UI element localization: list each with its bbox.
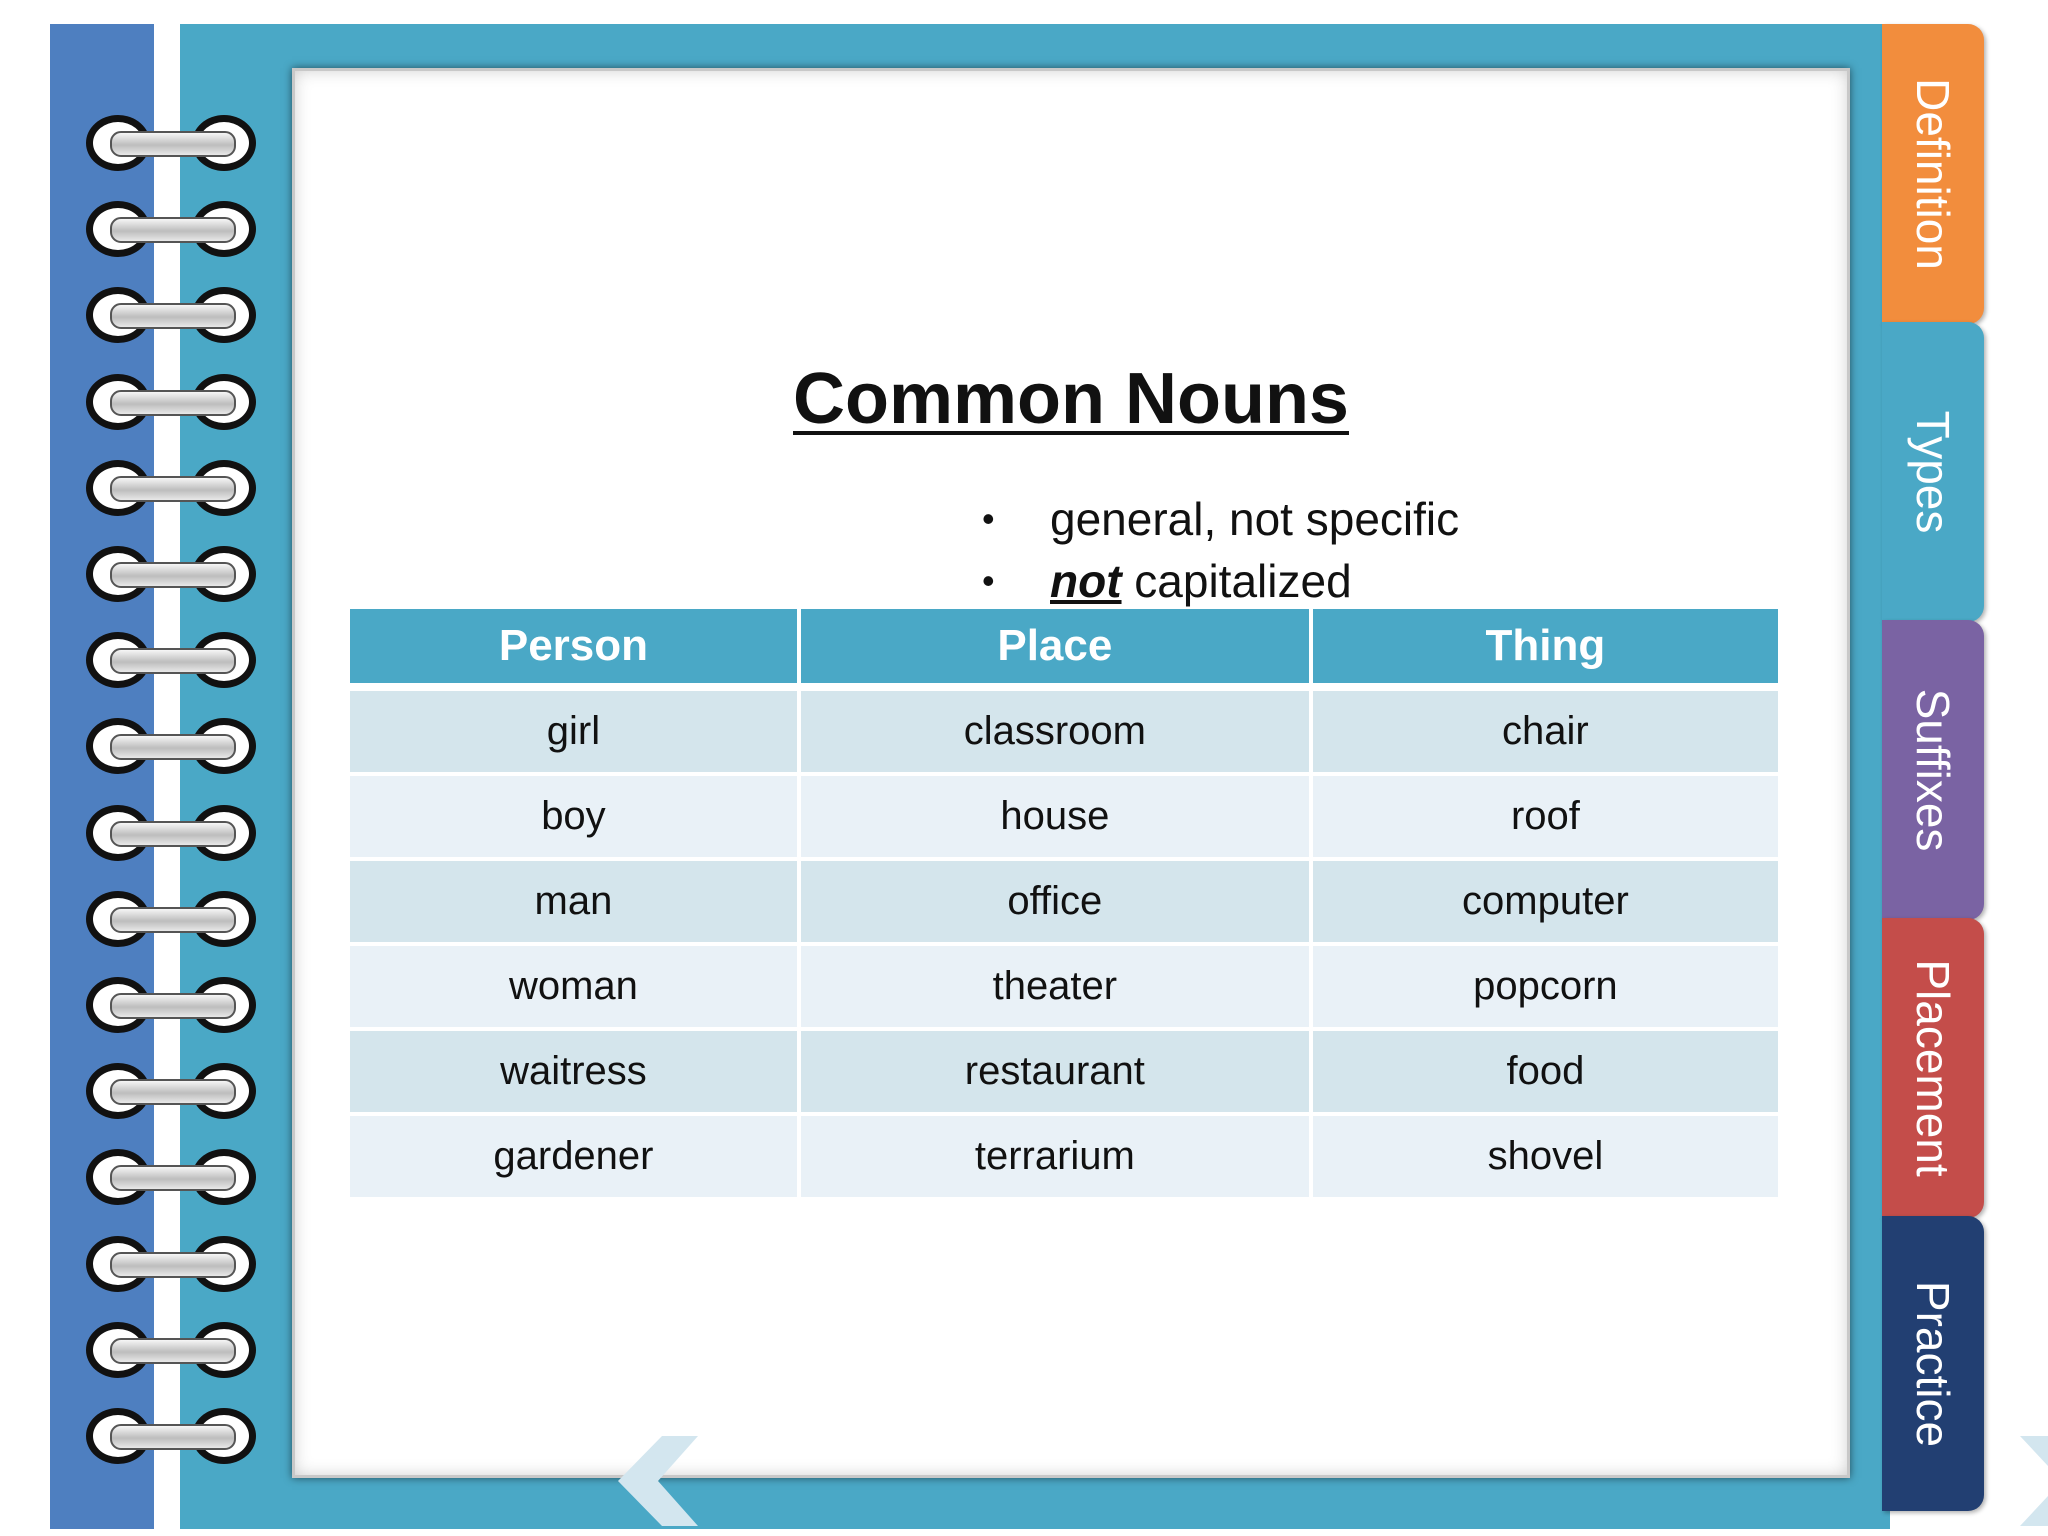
- tab-types[interactable]: [1882, 322, 1984, 622]
- ring-bar: [110, 1252, 236, 1278]
- binder-ring: [86, 1408, 256, 1462]
- ring-bar: [110, 303, 236, 329]
- tab-label: Definition: [1907, 78, 1959, 270]
- binder-ring: [86, 546, 256, 600]
- tab-label: Types: [1907, 410, 1959, 534]
- tab-label: Suffixes: [1907, 688, 1959, 852]
- table-cell: house: [801, 776, 1309, 857]
- prev-arrow-button[interactable]: [618, 1436, 698, 1526]
- column-header-place: Place: [801, 609, 1309, 687]
- table-body: [350, 691, 1778, 1197]
- binder-ring: [86, 374, 256, 428]
- ring-bar: [110, 1079, 236, 1105]
- table-cell: waitress: [350, 1031, 797, 1112]
- table-cell: shovel: [1313, 1116, 1778, 1197]
- ring-bar: [110, 1165, 236, 1191]
- table-cell: restaurant: [801, 1031, 1309, 1112]
- table-cell: girl: [350, 691, 797, 772]
- binder-ring: [86, 287, 256, 341]
- ring-bar: [110, 648, 236, 674]
- tab-label: Placement: [1907, 959, 1959, 1177]
- bullet-text: general, not specific: [1050, 493, 1460, 545]
- table-cell: popcorn: [1313, 946, 1778, 1027]
- binder-ring: [86, 1322, 256, 1376]
- tab-definition[interactable]: [1882, 24, 1984, 324]
- ring-bar: [110, 562, 236, 588]
- binder-ring: [86, 891, 256, 945]
- emphasis-text: not: [1050, 555, 1122, 607]
- bullet-item: [982, 488, 1459, 550]
- ring-bar: [110, 993, 236, 1019]
- table-cell: theater: [801, 946, 1309, 1027]
- table-header-row: [350, 609, 1778, 687]
- bullet-text: [1050, 554, 1352, 608]
- binder-ring: [86, 977, 256, 1031]
- ring-bar: [110, 390, 236, 416]
- tab-practice[interactable]: [1882, 1216, 1984, 1511]
- table-cell: gardener: [350, 1116, 797, 1197]
- nouns-table: [346, 605, 1782, 1201]
- table-row: [350, 776, 1778, 857]
- table-row: [350, 861, 1778, 942]
- page-title: Common Nouns: [793, 359, 1349, 439]
- ring-bar: [110, 1424, 236, 1450]
- tab-suffixes[interactable]: [1882, 620, 1984, 920]
- table-cell: food: [1313, 1031, 1778, 1112]
- binder-ring: [86, 1149, 256, 1203]
- binder-ring: [86, 805, 256, 859]
- ring-bar: [110, 217, 236, 243]
- bullet-dot: •: [982, 498, 995, 539]
- table-cell: classroom: [801, 691, 1309, 772]
- ring-bar: [110, 821, 236, 847]
- binder-ring: [86, 201, 256, 255]
- ring-bar: [110, 907, 236, 933]
- bullet-dot: •: [982, 560, 995, 601]
- bullet-rest: capitalized: [1121, 555, 1352, 607]
- table-cell: boy: [350, 776, 797, 857]
- binder-ring: [86, 115, 256, 169]
- table-cell: computer: [1313, 861, 1778, 942]
- table-cell: man: [350, 861, 797, 942]
- table-cell: terrarium: [801, 1116, 1309, 1197]
- table-cell: chair: [1313, 691, 1778, 772]
- column-header-person: Person: [350, 609, 797, 687]
- next-arrow-button[interactable]: [2020, 1436, 2048, 1526]
- binder-ring: [86, 1236, 256, 1290]
- column-header-thing: Thing: [1313, 609, 1778, 687]
- table-row: [350, 1116, 1778, 1197]
- binder-ring: [86, 460, 256, 514]
- table-row: [350, 946, 1778, 1027]
- ring-bar: [110, 734, 236, 760]
- chevron-right-icon: [2020, 1436, 2048, 1526]
- ring-bar: [110, 1338, 236, 1364]
- binder-ring: [86, 718, 256, 772]
- tab-label: Practice: [1907, 1280, 1959, 1447]
- ring-bar: [110, 131, 236, 157]
- table-cell: woman: [350, 946, 797, 1027]
- bullet-list: [982, 488, 1459, 612]
- tab-placement[interactable]: [1882, 918, 1984, 1218]
- ring-bar: [110, 476, 236, 502]
- table-cell: roof: [1313, 776, 1778, 857]
- table-row: [350, 1031, 1778, 1112]
- chevron-left-icon: [618, 1436, 698, 1526]
- bullet-item: [982, 550, 1459, 612]
- table-cell: office: [801, 861, 1309, 942]
- table-row: [350, 691, 1778, 772]
- binder-ring: [86, 1063, 256, 1117]
- binder-ring: [86, 632, 256, 686]
